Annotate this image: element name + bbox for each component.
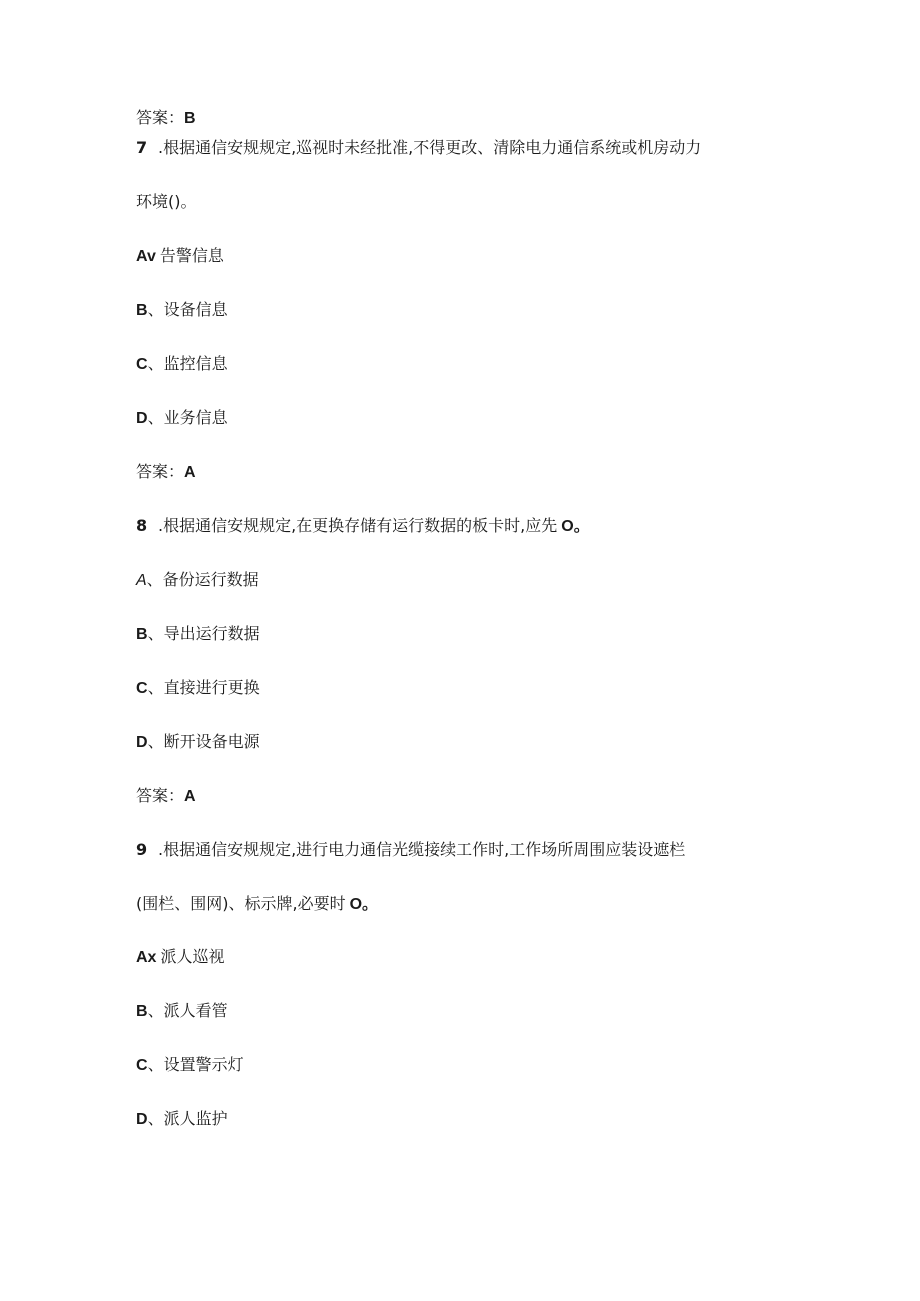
- option-letter: C: [136, 1057, 148, 1074]
- q7-option-a[interactable]: [136, 245, 224, 267]
- q9-option-c[interactable]: [136, 1054, 244, 1076]
- question-8: [136, 515, 590, 537]
- q8-answer: [136, 785, 196, 807]
- option-text: 、派人看管: [147, 1001, 228, 1020]
- answer-label: 答案：: [136, 108, 185, 127]
- option-letter: Av: [136, 248, 156, 265]
- option-letter: D: [136, 734, 148, 751]
- prev-answer: [136, 107, 196, 129]
- option-letter: B: [136, 626, 148, 643]
- q8-option-a[interactable]: [136, 569, 259, 591]
- question-9-line1: [136, 839, 685, 861]
- option-text: 、备份运行数据: [146, 570, 259, 589]
- question-7-line1: [136, 137, 701, 159]
- option-letter: C: [136, 680, 148, 697]
- option-text: 、业务信息: [147, 408, 228, 427]
- q7-option-c[interactable]: [136, 353, 228, 375]
- question-blank: O。: [561, 518, 590, 535]
- option-text: 、监控信息: [147, 354, 228, 373]
- question-number: 9: [136, 840, 148, 859]
- question-7-line2: [136, 191, 197, 213]
- option-text: 、设备信息: [147, 300, 228, 319]
- option-letter: B: [136, 1003, 148, 1020]
- option-text: 派人巡视: [160, 947, 225, 966]
- answer-label: 答案：: [136, 786, 185, 805]
- q9-option-d[interactable]: [136, 1108, 228, 1130]
- question-text: .根据通信安规规定,进行电力通信光缆接续工作时,工作场所周围应装设遮栏: [158, 840, 686, 859]
- question-text: .根据通信安规规定,在更换存储有运行数据的板卡时,应先: [158, 516, 558, 535]
- q7-answer: [136, 461, 196, 483]
- q7-option-b[interactable]: [136, 299, 228, 321]
- option-text: 、导出运行数据: [147, 624, 260, 643]
- option-text: 、设置警示灯: [147, 1055, 244, 1074]
- question-text-cont: (围栏、围网)、标示牌,必要时: [136, 894, 346, 913]
- option-text: 告警信息: [159, 246, 224, 265]
- question-9-line2: [136, 893, 378, 915]
- option-letter: A: [136, 572, 147, 589]
- q9-option-a[interactable]: [136, 946, 224, 968]
- question-blank: O。: [349, 896, 379, 913]
- q9-option-b[interactable]: [136, 1000, 228, 1022]
- q8-option-c[interactable]: [136, 677, 260, 699]
- question-number: 7: [136, 138, 148, 157]
- option-letter: C: [136, 356, 148, 373]
- answer-value: A: [184, 788, 196, 805]
- option-letter: D: [136, 410, 148, 427]
- q8-option-b[interactable]: [136, 623, 260, 645]
- q8-option-d[interactable]: [136, 731, 260, 753]
- option-text: 、直接进行更换: [147, 678, 260, 697]
- answer-value: B: [184, 110, 196, 127]
- option-letter: D: [136, 1111, 148, 1128]
- option-letter: Ax: [136, 949, 157, 966]
- option-text: 、断开设备电源: [147, 732, 260, 751]
- q7-option-d[interactable]: [136, 407, 228, 429]
- question-text: .根据通信安规规定,巡视时未经批准,不得更改、清除电力通信系统或机房动力: [158, 138, 702, 157]
- answer-label: 答案：: [136, 462, 185, 481]
- question-text-cont: 环境()。: [136, 192, 197, 211]
- question-number: 8: [136, 516, 148, 535]
- option-text: 、派人监护: [147, 1109, 228, 1128]
- answer-value: A: [184, 464, 196, 481]
- option-letter: B: [136, 302, 148, 319]
